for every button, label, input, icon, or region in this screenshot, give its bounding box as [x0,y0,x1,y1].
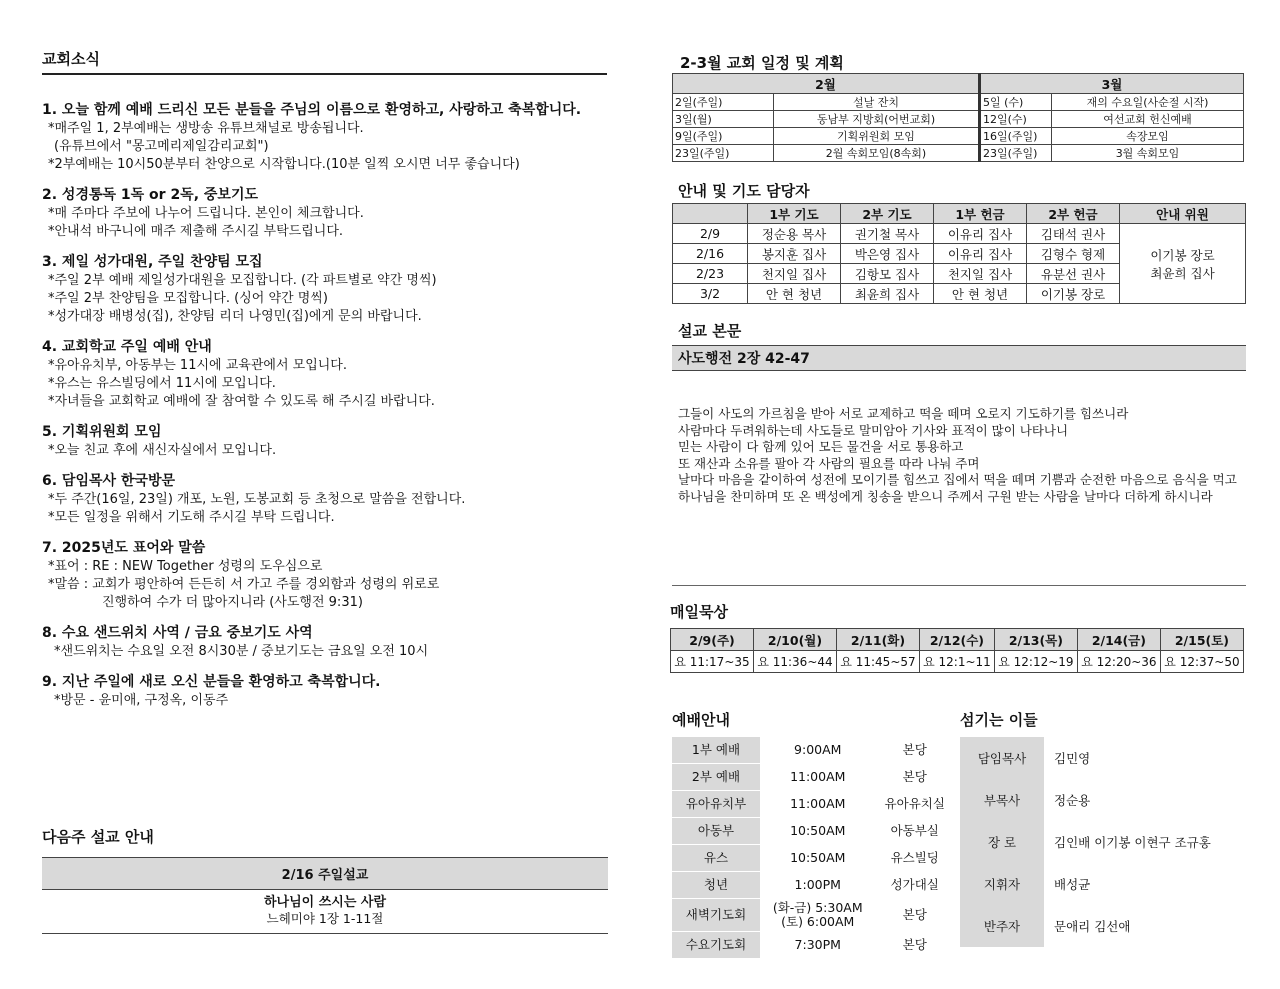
prayer-cell: 이유리 집사 [934,244,1027,264]
church-news-title: 교회소식 [42,48,607,75]
schedule-event: 기획위원회 모임 [774,128,980,145]
server-names: 문애리 김선애 [1044,905,1246,947]
daily-table [670,628,1244,673]
passage-line: 그들이 사도의 가르침을 받아 서로 교제하고 떡을 떼며 오로지 기도하기를 힘쓰니라 [678,406,1129,421]
prayer-header [673,204,748,224]
news-line: *매 주마다 주보에 나누어 드립니다. 본인이 체크합니다. [48,206,364,221]
prayer-cell: 이기봉 장로 [1027,284,1120,304]
server-names: 정순용 [1044,779,1246,821]
service-time: 9:00AM [794,742,842,758]
news-item-9 [42,673,607,710]
daily-reading: 요 11:36~44 [754,651,837,673]
service-time: (토) 6:00AM [781,914,855,929]
schedule-event: 설날 잔치 [774,94,980,111]
news-item-5 [42,423,607,460]
news-item-title: 1. 오늘 함께 예배 드리신 모든 분들을 주님의 이름으로 환영하고, 사랑하고 축복합니다. [42,102,582,118]
service-place: 유아유치실 [884,796,945,811]
service-time: 1:00PM [794,877,841,892]
table-row [672,737,954,764]
sermon-passage [678,406,1242,505]
news-item-3 [42,253,607,326]
prayer-header: 1부 헌금 [934,204,1027,224]
passage-line: 또 재산과 소유를 팔아 각 사람의 필요를 따라 나눠 주며 [678,455,980,471]
service-place: 본당 [902,769,927,784]
news-line: *성가대장 배병성(집), 찬양팀 리더 나영민(집)에게 문의 바랍니다. [48,309,422,324]
servers-table [960,737,1246,947]
news-item-title: 7. 2025년도 표어와 말씀 [42,540,206,556]
passage-line: 날마다 마음을 같이하여 성전에 모이기를 힘쓰고 집에서 떡을 떼며 기쁨과 순전한 마음으로 음식을 먹고 [678,472,1237,487]
worship-section [672,709,954,958]
prayer-cell: 정순용 목사 [748,224,841,244]
table-row [960,905,1246,947]
news-line: *2부예배는 10시50분부터 찬양으로 시작합니다.(10분 일찍 오시면 너무 좋습니다) [48,157,520,172]
schedule-date: 23일(주일) [673,145,774,162]
table-row [673,224,1246,244]
table-row [672,764,954,791]
news-item-title: 9. 지난 주일에 새로 오신 분들을 환영하고 축복합니다. [42,674,381,690]
prayer-cell: 봉지훈 집사 [748,244,841,264]
usher-name: 이기봉 장로 [1150,247,1215,263]
prayer-header: 2부 헌금 [1027,204,1120,224]
prayer-date: 3/2 [673,284,748,304]
prayer-cell: 유분선 권사 [1027,264,1120,284]
prayer-cell: 안 현 청년 [934,284,1027,304]
next-sermon-section [42,826,608,934]
sermon-reference: 사도행전 2장 42-47 [672,345,1246,371]
service-name: 새벽기도회 [672,899,760,932]
worship-title: 예배안내 [672,711,730,729]
table-row [960,821,1246,863]
daily-day: 2/9(주) [671,629,754,651]
prayer-cell: 김태석 권사 [1027,224,1120,244]
server-names: 배성균 [1044,863,1246,905]
schedule-date: 16일(주일) [980,128,1052,145]
daily-reading: 요 11:17~35 [671,651,754,673]
schedule-title: 2-3월 교회 일정 및 계획 [680,54,844,72]
schedule-event: 재의 수요일(사순절 시작) [1052,94,1244,111]
service-name: 유아유치부 [672,791,760,818]
daily-devotion-section [670,601,1244,673]
table-row [672,818,954,845]
news-line: *주일 2부 찬양팀을 모집합니다. (싱어 약간 명씩) [48,291,328,306]
daily-reading: 요 12:1~11 [920,651,995,673]
news-line: *두 주간(16일, 23일) 개포, 노원, 도봉교회 등 초청으로 말씀을 전합니다. [48,492,466,507]
server-role: 장 로 [987,835,1017,850]
prayer-title: 안내 및 기도 담당자 [678,182,810,200]
daily-day: 2/11(화) [837,629,920,651]
prayer-header: 1부 기도 [748,204,841,224]
next-sermon-title: 다음주 설교 안내 [42,828,154,846]
sermon-title: 설교 본문 [678,322,742,340]
server-names: 김인배 이기봉 이현구 조규홍 [1044,821,1246,863]
church-news-section [42,48,607,710]
table-row [673,111,1244,128]
prayer-cell: 천지일 집사 [934,264,1027,284]
daily-day: 2/12(수) [920,629,995,651]
daily-reading: 요 12:37~50 [1160,651,1243,673]
service-name: 1부 예배 [672,737,760,764]
next-sermon-name: 하나님이 쓰시는 사람 [263,895,387,910]
table-row [960,737,1246,779]
schedule-date: 12일(수) [980,111,1052,128]
news-line: (유튜브에서 "몽고메리제일감리교회") [54,139,269,154]
daily-reading: 요 12:20~36 [1077,651,1160,673]
servers-title: 섬기는 이들 [960,711,1038,729]
news-item-8 [42,624,607,661]
table-row [673,145,1244,162]
service-name: 유스 [672,845,760,872]
news-item-title: 6. 담임목사 한국방문 [42,473,175,489]
service-time: 11:00AM [790,769,846,784]
prayer-cell: 권기철 목사 [841,224,934,244]
news-line: *유아유치부, 아동부는 11시에 교육관에서 모입니다. [48,358,347,373]
server-role: 담임목사 [977,751,1027,766]
news-item-title: 4. 교회학교 주일 예배 안내 [42,339,212,355]
schedule-date: 5일 (수) [980,94,1052,111]
servers-section [960,709,1246,947]
table-row [960,779,1246,821]
table-row [672,845,954,872]
schedule-date: 2일(주일) [673,94,774,111]
sermon-section [672,320,1246,371]
service-time: 10:50AM [790,850,846,865]
schedule-event: 속장모임 [1052,128,1244,145]
service-place: 성가대실 [890,877,939,892]
daily-day: 2/14(금) [1077,629,1160,651]
service-name: 수요기도회 [672,932,760,959]
service-name: 청년 [672,872,760,899]
divider [672,585,1246,586]
news-line: *유스는 유스빌딩에서 11시에 모입니다. [48,376,276,391]
prayer-cell: 박은영 집사 [841,244,934,264]
server-role: 부목사 [983,793,1021,808]
news-item-title: 5. 기획위원회 모임 [42,424,162,440]
month-header-feb: 2월 [673,74,980,94]
service-time: 10:50AM [790,823,846,838]
next-sermon-date: 2/16 주일설교 [42,857,608,890]
prayer-date: 2/16 [673,244,748,264]
prayer-cell: 이유리 집사 [934,224,1027,244]
service-time: (화-금) 5:30AM [772,900,863,915]
service-place: 유스빌딩 [890,850,939,865]
news-item-7 [42,539,607,612]
schedule-date: 9일(주일) [673,128,774,145]
usher-name: 최윤희 집사 [1150,265,1215,281]
service-time-cell [760,899,875,932]
news-line: *매주일 1, 2부예배는 생방송 유튜브채널로 방송됩니다. [48,121,364,136]
daily-day: 2/15(토) [1160,629,1243,651]
schedule-event: 3월 속회모임 [1052,145,1244,162]
news-line: 진행하여 수가 더 많아지니라 (사도행전 9:31) [102,595,363,610]
service-time: 7:30PM [794,936,841,952]
service-place: 본당 [902,742,927,758]
service-name: 2부 예배 [672,764,760,791]
passage-line: 하나님을 찬미하며 또 온 백성에게 칭송을 받으니 주께서 구원 받는 사람을 날마다 더하게 하시니라 [678,488,1213,504]
daily-title: 매일묵상 [670,603,728,621]
news-line: *표어 : RE : NEW Together 성령의 도우심으로 [48,559,323,574]
daily-reading: 요 12:12~19 [994,651,1077,673]
table-row [672,932,954,959]
news-item-2 [42,186,607,241]
usher-cell [1120,224,1246,304]
schedule-date: 3일(월) [673,111,774,128]
news-line: *오늘 친교 후에 새신자실에서 모입니다. [48,443,277,458]
news-item-title: 8. 수요 샌드위치 사역 / 금요 중보기도 사역 [42,625,313,641]
news-item-4 [42,338,607,411]
table-row [671,651,1244,673]
table-row [673,94,1244,111]
worship-table [672,737,954,958]
daily-day: 2/10(월) [754,629,837,651]
news-line: *샌드위치는 수요일 오전 8시30분 / 중보기도는 금요일 오전 10시 [54,644,429,659]
prayer-header: 2부 기도 [841,204,934,224]
service-place: 본당 [902,907,927,922]
month-header-mar: 3월 [980,74,1244,94]
service-place: 본당 [902,936,927,952]
service-place: 아동부실 [890,823,939,838]
next-sermon-reference: 느헤미야 1장 1-11절 [266,911,384,926]
news-line: *방문 - 윤미애, 구정옥, 이동주 [54,693,229,708]
prayer-cell: 김형수 형제 [1027,244,1120,264]
news-item-6 [42,472,607,527]
table-row [960,863,1246,905]
news-item-1 [42,101,607,174]
news-line: *자녀들을 교회학교 예배에 잘 참여할 수 있도록 해 주시길 바랍니다. [48,394,435,409]
news-line: *주일 2부 예배 제일성가대원을 모집합니다. (각 파트별로 약간 명씩) [48,273,437,288]
service-name: 아동부 [672,818,760,845]
table-row [672,899,954,932]
table-row [673,128,1244,145]
prayer-cell: 김항모 집사 [841,264,934,284]
server-role: 지휘자 [983,877,1021,892]
next-sermon-body [42,890,608,934]
passage-line: 믿는 사람이 다 함께 있어 모든 물건을 서로 통용하고 [678,439,964,454]
server-role: 반주자 [983,919,1021,934]
news-line: *모든 일정을 위해서 기도해 주시길 부탁 드립니다. [48,510,335,525]
prayer-table [672,203,1246,304]
daily-day: 2/13(목) [994,629,1077,651]
passage-line: 사람마다 두려워하는데 사도들로 말미암아 기사와 표적이 많이 나타나니 [678,422,1069,438]
table-row [672,872,954,899]
prayer-date: 2/9 [673,224,748,244]
prayer-header: 안내 위원 [1120,204,1246,224]
prayer-cell: 안 현 청년 [748,284,841,304]
news-line: *말씀 : 교회가 평안하여 든든히 서 가고 주를 경외함과 성령의 위로로 [48,577,440,592]
news-item-title: 2. 성경통독 1독 or 2독, 중보기도 [42,187,258,203]
service-time: 11:00AM [790,796,846,811]
prayer-cell: 천지일 집사 [748,264,841,284]
news-item-title: 3. 제일 성가대원, 주일 찬양팀 모집 [42,254,263,270]
daily-reading: 요 11:45~57 [837,651,920,673]
schedule-date: 23일(주일) [980,145,1052,162]
schedule-event: 2월 속회모임(8속회) [774,145,980,162]
table-row [672,791,954,818]
schedule-table [672,73,1244,162]
prayer-date: 2/23 [673,264,748,284]
schedule-event: 여선교회 헌신예배 [1052,111,1244,128]
news-line: *안내석 바구니에 매주 제출해 주시길 부탁드립니다. [48,224,344,239]
schedule-event: 동남부 지방회(어번교회) [774,111,980,128]
server-names: 김민영 [1044,737,1246,779]
prayer-cell: 최윤희 집사 [841,284,934,304]
